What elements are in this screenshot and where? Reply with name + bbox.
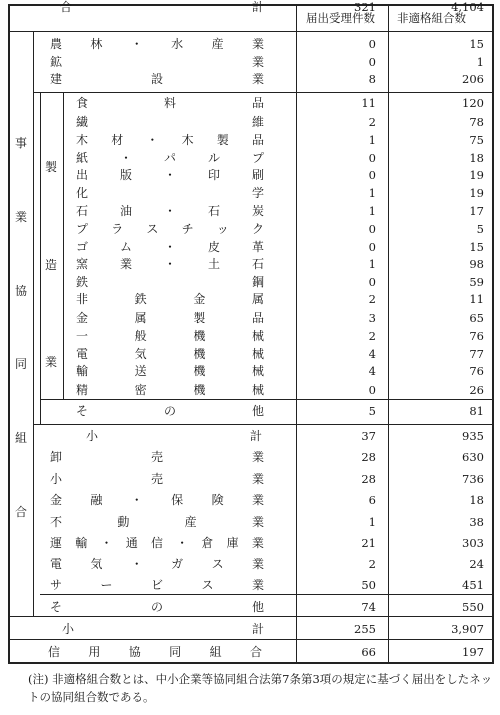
filing-count-cell: 255 xyxy=(354,622,376,636)
row-label-char: 品 xyxy=(251,311,264,325)
nonqualified-count-cell: 77 xyxy=(469,347,484,361)
row-label xyxy=(76,329,264,343)
row-label-char: 機 xyxy=(193,347,206,361)
row-label-char: 鉱 xyxy=(50,55,63,69)
row-label-char: ー xyxy=(100,578,113,592)
nonqualified-count-cell: 38 xyxy=(469,515,484,529)
filing-count-cell: 11 xyxy=(361,96,376,110)
row-label xyxy=(50,37,264,51)
group-label-cooperative: 業 xyxy=(14,209,27,224)
row-label-char: ・ xyxy=(119,151,132,165)
nonqualified-count-cell: 550 xyxy=(462,600,484,614)
row-label-char: 土 xyxy=(207,257,220,271)
row-label xyxy=(86,429,262,443)
row-label-char: ビ xyxy=(150,578,163,592)
filing-count-cell: 6 xyxy=(368,493,376,507)
row-label-char: 密 xyxy=(134,383,147,397)
row-label-char: 属 xyxy=(134,311,147,325)
row-label-char: 輸 xyxy=(75,536,88,550)
row-label xyxy=(76,222,264,236)
nonqualified-count-cell: 4,104 xyxy=(451,0,484,14)
row-label-char: 業 xyxy=(251,55,264,69)
row-label-char: 金 xyxy=(50,493,63,507)
row-label-char: 計 xyxy=(249,429,262,443)
row-label-char: 計 xyxy=(251,0,264,14)
header-nonqualified-count: 非適格組合数 xyxy=(397,11,466,25)
row-label-char: 業 xyxy=(251,515,264,529)
row-label-char: 油 xyxy=(119,204,132,218)
filing-count-cell: 2 xyxy=(368,115,376,129)
row-label-char: 輸 xyxy=(76,364,89,378)
filing-count-cell: 0 xyxy=(368,275,376,289)
table-rule xyxy=(40,92,41,424)
row-label-char: 鋼 xyxy=(251,275,264,289)
row-label-char: 小 xyxy=(50,472,63,486)
row-label-char: ・ xyxy=(163,257,176,271)
row-label xyxy=(76,275,264,289)
nonqualified-count-cell: 19 xyxy=(469,186,484,200)
row-label-char: 業 xyxy=(251,472,264,486)
row-label-char: 業 xyxy=(251,536,264,550)
filing-count-cell: 1 xyxy=(368,186,376,200)
row-label-char: 械 xyxy=(251,329,264,343)
row-label-char: 鉄 xyxy=(134,292,147,306)
row-label-char: 繊 xyxy=(76,115,89,129)
table-rule xyxy=(63,92,64,399)
row-label-char: 庫 xyxy=(226,536,239,550)
row-label-char: 組 xyxy=(209,645,222,659)
row-label xyxy=(50,472,264,486)
nonqualified-count-cell: 76 xyxy=(469,364,484,378)
row-label-char: 品 xyxy=(251,133,264,147)
row-label xyxy=(76,151,264,165)
row-label-char: プ xyxy=(251,151,264,165)
row-label-char: 石 xyxy=(207,204,220,218)
row-label-char: 林 xyxy=(90,37,103,51)
row-label xyxy=(62,622,264,636)
row-label-char: の xyxy=(163,404,176,418)
row-label-char: 産 xyxy=(184,515,197,529)
row-label xyxy=(60,0,264,14)
row-label xyxy=(76,96,264,110)
row-label-char: 非 xyxy=(76,292,89,306)
row-label-char: ・ xyxy=(146,133,159,147)
row-label-char: ガ xyxy=(171,557,184,571)
row-label-char: 木 xyxy=(181,133,194,147)
row-label-char: 版 xyxy=(119,168,132,182)
table-rule xyxy=(8,662,492,664)
row-label-char: 売 xyxy=(150,450,163,464)
filing-count-cell: 8 xyxy=(368,72,376,86)
row-label-char: 不 xyxy=(50,515,63,529)
row-label xyxy=(76,204,264,218)
row-label-char: 械 xyxy=(251,347,264,361)
filing-count-cell: 0 xyxy=(368,240,376,254)
row-label-char: そ xyxy=(76,404,89,418)
row-label-char: ッ xyxy=(216,222,229,236)
row-label-char: の xyxy=(150,600,163,614)
row-label xyxy=(50,557,264,571)
row-label-char: 業 xyxy=(251,450,264,464)
table-rule xyxy=(8,616,492,617)
nonqualified-count-cell: 15 xyxy=(469,37,484,51)
row-label-char: 電 xyxy=(76,347,89,361)
row-label xyxy=(50,450,264,464)
row-label-char: 機 xyxy=(193,383,206,397)
row-label-char: 木 xyxy=(76,133,89,147)
row-label-char: ・ xyxy=(163,168,176,182)
table-rule xyxy=(33,424,492,425)
row-label-char: 械 xyxy=(251,364,264,378)
nonqualified-count-cell: 3,907 xyxy=(451,622,484,636)
row-label-char: 農 xyxy=(50,37,63,51)
row-label-char: チ xyxy=(181,222,194,236)
row-label-char: 属 xyxy=(251,292,264,306)
nonqualified-count-cell: 197 xyxy=(462,645,484,659)
row-label-char: そ xyxy=(50,600,63,614)
row-label-char: サ xyxy=(50,578,63,592)
row-label-char: 他 xyxy=(251,600,264,614)
row-label-char: 設 xyxy=(150,72,163,86)
row-label-char: 品 xyxy=(251,96,264,110)
nonqualified-count-cell: 630 xyxy=(462,450,484,464)
table-rule xyxy=(40,594,492,595)
row-label-char: 卸 xyxy=(50,450,63,464)
header-filing-count: 届出受理件数 xyxy=(306,11,375,25)
row-label-char: ・ xyxy=(130,557,143,571)
row-label-char: 他 xyxy=(251,404,264,418)
row-label-char: 食 xyxy=(76,96,89,110)
row-label-char: ス xyxy=(146,222,159,236)
group-label-cooperative: 協 xyxy=(14,283,27,298)
row-label-char: 鉄 xyxy=(76,275,89,289)
row-label xyxy=(76,257,264,271)
row-label-char: 機 xyxy=(193,329,206,343)
filing-count-cell: 0 xyxy=(368,55,376,69)
filing-count-cell: 50 xyxy=(361,578,376,592)
filing-count-cell: 1 xyxy=(368,515,376,529)
row-label-char: 売 xyxy=(150,472,163,486)
row-label-char: 合 xyxy=(60,0,73,14)
group-label-cooperative: 組 xyxy=(14,431,27,446)
row-label-char: ク xyxy=(251,222,264,236)
nonqualified-count-cell: 15 xyxy=(469,240,484,254)
row-label-char: 業 xyxy=(119,257,132,271)
row-label-char: 用 xyxy=(88,645,101,659)
filing-count-cell: 21 xyxy=(361,536,376,550)
row-label-char: 動 xyxy=(117,515,130,529)
row-label-char: 刷 xyxy=(251,168,264,182)
row-label-char: 機 xyxy=(193,364,206,378)
row-label-char: ゴ xyxy=(76,240,89,254)
filing-count-cell: 0 xyxy=(368,383,376,397)
filing-count-cell: 66 xyxy=(361,645,376,659)
row-label-char: 協 xyxy=(128,645,141,659)
row-label xyxy=(76,186,264,200)
row-label xyxy=(76,292,264,306)
nonqualified-count-cell: 98 xyxy=(469,257,484,271)
row-label-char: ・ xyxy=(163,240,176,254)
row-label xyxy=(76,168,264,182)
row-label xyxy=(50,72,264,86)
row-label-char: ・ xyxy=(100,536,113,550)
row-label-char: 通 xyxy=(125,536,138,550)
nonqualified-count-cell: 935 xyxy=(462,429,484,443)
row-label-char: 械 xyxy=(251,383,264,397)
filing-count-cell: 37 xyxy=(361,429,376,443)
row-label-char: 小 xyxy=(62,622,75,636)
nonqualified-count-cell: 17 xyxy=(469,204,484,218)
table-rule xyxy=(40,399,492,400)
row-label-char: 革 xyxy=(251,240,264,254)
nonqualified-count-cell: 18 xyxy=(469,493,484,507)
filing-count-cell: 2 xyxy=(368,329,376,343)
row-label xyxy=(50,536,264,550)
row-label-char: 炭 xyxy=(251,204,264,218)
filing-count-cell: 74 xyxy=(361,600,376,614)
row-label xyxy=(76,240,264,254)
nonqualified-count-cell: 736 xyxy=(462,472,484,486)
filing-count-cell: 321 xyxy=(354,0,376,14)
row-label-char: 同 xyxy=(169,645,182,659)
table-rule xyxy=(33,31,34,616)
filing-count-cell: 2 xyxy=(368,292,376,306)
row-label-char: 維 xyxy=(251,115,264,129)
row-label-char: 産 xyxy=(211,37,224,51)
nonqualified-count-cell: 59 xyxy=(469,275,484,289)
row-label-char: 皮 xyxy=(207,240,220,254)
row-label-char: 学 xyxy=(251,186,264,200)
nonqualified-count-cell: 81 xyxy=(469,404,484,418)
row-label-char: 印 xyxy=(207,168,220,182)
nonqualified-count-cell: 303 xyxy=(462,536,484,550)
row-label xyxy=(50,600,264,614)
row-label-char: 業 xyxy=(251,578,264,592)
table-rule xyxy=(33,92,492,93)
filing-count-cell: 4 xyxy=(368,364,376,378)
row-label-char: 化 xyxy=(76,186,89,200)
nonqualified-count-cell: 65 xyxy=(469,311,484,325)
row-label-char: プ xyxy=(76,222,89,236)
row-label-char: 製 xyxy=(216,133,229,147)
row-label-char: 金 xyxy=(76,311,89,325)
row-label-char: 石 xyxy=(76,204,89,218)
nonqualified-count-cell: 120 xyxy=(462,96,484,110)
row-label xyxy=(48,645,262,659)
row-label-char: 料 xyxy=(163,96,176,110)
row-label-char: 一 xyxy=(76,329,89,343)
nonqualified-count-cell: 76 xyxy=(469,329,484,343)
row-label-char: 信 xyxy=(48,645,61,659)
row-label-char: ム xyxy=(119,240,132,254)
filing-count-cell: 28 xyxy=(361,472,376,486)
nonqualified-count-cell: 5 xyxy=(476,222,484,236)
filing-count-cell: 1 xyxy=(368,204,376,218)
nonqualified-count-cell: 19 xyxy=(469,168,484,182)
row-label xyxy=(76,347,264,361)
filing-count-cell: 3 xyxy=(368,311,376,325)
row-label xyxy=(50,55,264,69)
row-label-char: 業 xyxy=(251,557,264,571)
row-label xyxy=(76,404,264,418)
row-label xyxy=(76,115,264,129)
row-label-char: 計 xyxy=(251,622,264,636)
table-rule xyxy=(492,4,494,664)
nonqualified-count-cell: 451 xyxy=(462,578,484,592)
nonqualified-count-cell: 18 xyxy=(469,151,484,165)
row-label-char: 業 xyxy=(251,72,264,86)
row-label-char: 般 xyxy=(134,329,147,343)
row-label-char: 保 xyxy=(171,493,184,507)
group-label-manufacturing: 製 xyxy=(44,160,57,174)
table-rule xyxy=(8,4,10,662)
nonqualified-count-cell: 24 xyxy=(469,557,484,571)
row-label-char: 信 xyxy=(150,536,163,550)
table-rule xyxy=(8,639,492,640)
filing-count-cell: 5 xyxy=(368,404,376,418)
row-label-char: 窯 xyxy=(76,257,89,271)
filing-count-cell: 28 xyxy=(361,450,376,464)
row-label xyxy=(76,364,264,378)
filing-count-cell: 1 xyxy=(368,257,376,271)
row-label-char: ・ xyxy=(176,536,189,550)
row-label-char: 険 xyxy=(211,493,224,507)
filing-count-cell: 2 xyxy=(368,557,376,571)
nonqualified-count-cell: 75 xyxy=(469,133,484,147)
row-label xyxy=(50,578,264,592)
group-label-manufacturing: 業 xyxy=(44,355,57,369)
row-label-char: 電 xyxy=(50,557,63,571)
filing-count-cell: 0 xyxy=(368,168,376,182)
row-label-char: ・ xyxy=(130,37,143,51)
row-label-char: ス xyxy=(211,557,224,571)
group-label-cooperative: 合 xyxy=(14,505,27,519)
row-label-char: ・ xyxy=(130,493,143,507)
filing-count-cell: 0 xyxy=(368,37,376,51)
row-label-char: 送 xyxy=(134,364,147,378)
row-label-char: 融 xyxy=(90,493,103,507)
filing-count-cell: 4 xyxy=(368,347,376,361)
filing-count-cell: 1 xyxy=(368,133,376,147)
table-rule xyxy=(8,31,492,32)
filing-count-cell: 0 xyxy=(368,151,376,165)
row-label-char: 水 xyxy=(171,37,184,51)
row-label-char: 出 xyxy=(76,168,89,182)
row-label-char: 小 xyxy=(86,429,99,443)
row-label xyxy=(76,383,264,397)
row-label-char: 気 xyxy=(134,347,147,361)
footnote: (注) 非適格組合数とは、中小企業等協同組合法第7条第3項の規定に基づく届出をしたネットの協同組合数である。 xyxy=(28,672,493,704)
nonqualified-count-cell: 1 xyxy=(476,55,484,69)
filing-count-cell: 0 xyxy=(368,222,376,236)
nonqualified-count-cell: 78 xyxy=(469,115,484,129)
row-label-char: 石 xyxy=(251,257,264,271)
row-label-char: 業 xyxy=(251,493,264,507)
nonqualified-count-cell: 206 xyxy=(462,72,484,86)
row-label-char: ・ xyxy=(163,204,176,218)
row-label xyxy=(50,493,264,507)
group-label-manufacturing: 造 xyxy=(44,257,57,272)
group-label-cooperative: 同 xyxy=(14,357,27,372)
row-label-char: 金 xyxy=(193,292,206,306)
row-label-char: 材 xyxy=(111,133,124,147)
row-label-char: 精 xyxy=(76,383,89,397)
row-label-char: 製 xyxy=(193,311,206,325)
row-label-char: 運 xyxy=(50,536,63,550)
row-label xyxy=(76,311,264,325)
row-label-char: ル xyxy=(207,151,220,165)
row-label-char: 合 xyxy=(249,645,262,659)
nonqualified-count-cell: 11 xyxy=(469,292,484,306)
row-label-char: 業 xyxy=(251,37,264,51)
group-label-cooperative: 事 xyxy=(14,136,27,150)
row-label-char: ラ xyxy=(111,222,124,236)
table-rule xyxy=(388,4,389,662)
row-label-char: 建 xyxy=(50,72,63,86)
row-label-char: 倉 xyxy=(201,536,214,550)
nonqualified-count-cell: 26 xyxy=(469,383,484,397)
row-label-char: パ xyxy=(163,151,176,165)
row-label-char: ス xyxy=(201,578,214,592)
row-label xyxy=(76,133,264,147)
row-label-char: 紙 xyxy=(76,151,89,165)
table-rule xyxy=(296,4,297,662)
row-label xyxy=(50,515,264,529)
row-label-char: 気 xyxy=(90,557,103,571)
